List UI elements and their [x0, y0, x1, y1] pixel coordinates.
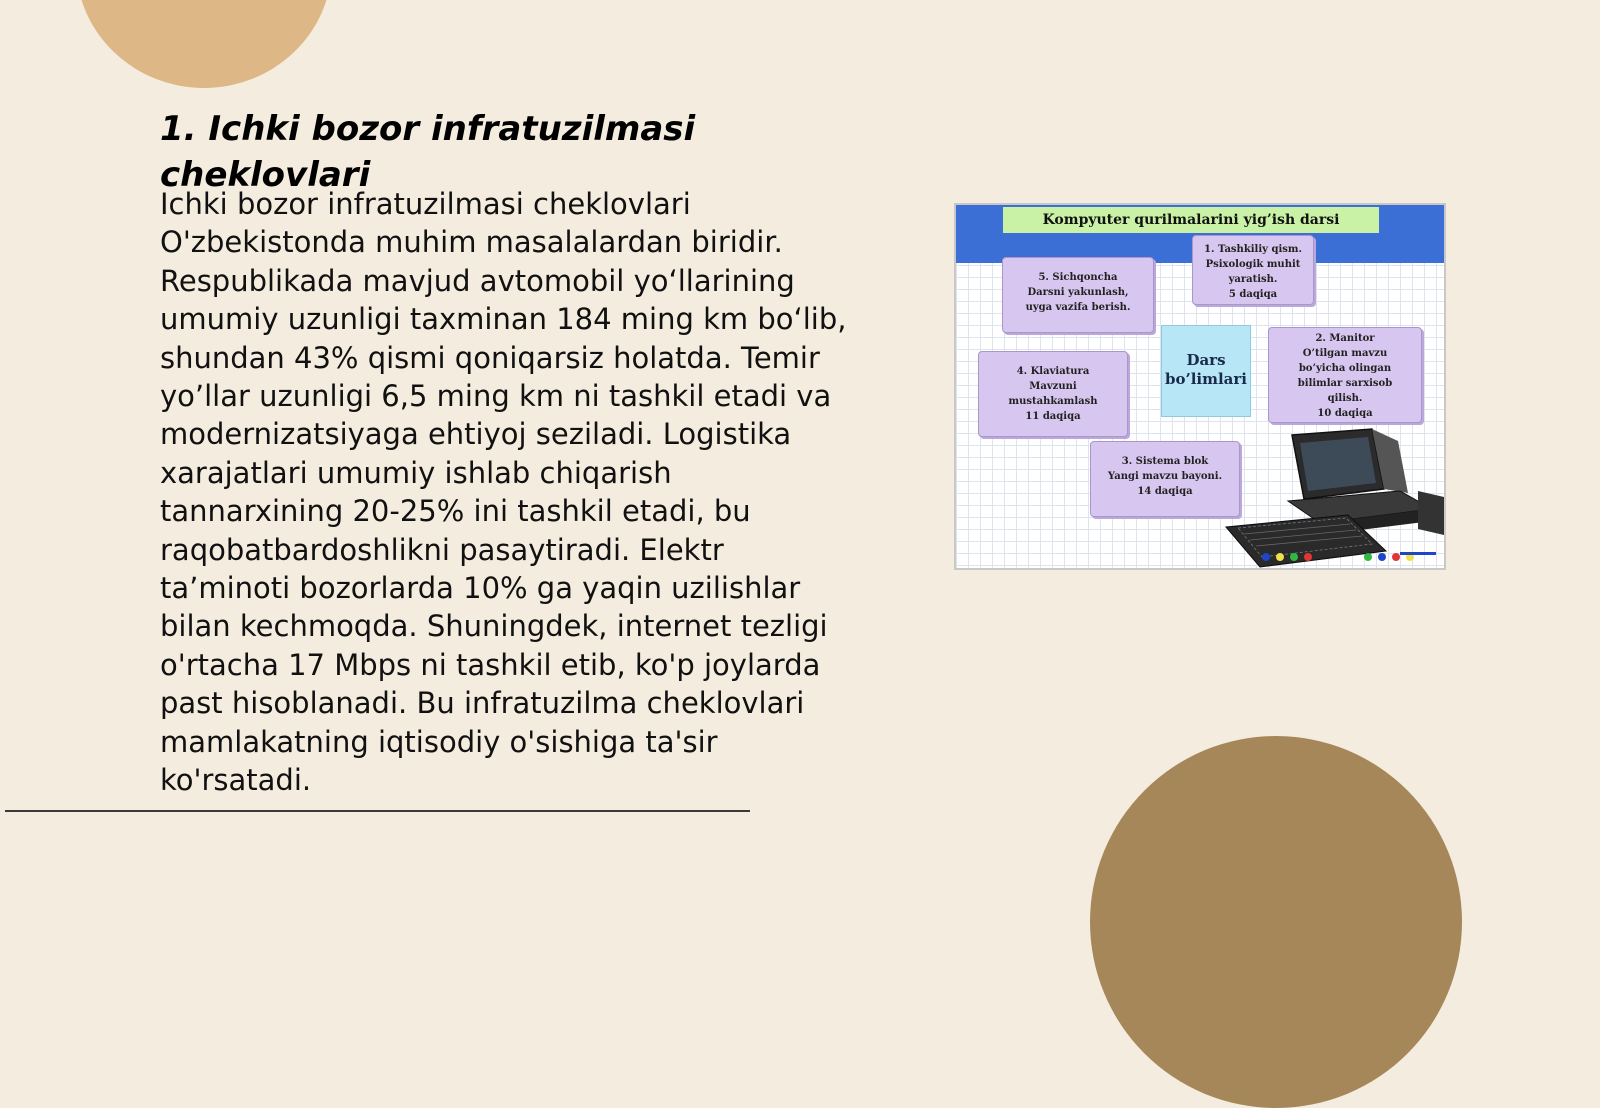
scroll-step-5-line: uyga vazifa berish. — [1025, 302, 1131, 313]
scroll-step-4-line: Mavzuni — [1029, 381, 1077, 392]
scroll-step-3-line: 3. Sistema blok — [1121, 456, 1209, 467]
scroll-step-1-line: 5 daqiqa — [1228, 289, 1278, 300]
scroll-step-3-line: Yangi mavzu bayoni. — [1107, 471, 1223, 482]
computer-icon — [1222, 427, 1446, 569]
scroll-step-3 — [1090, 441, 1240, 517]
scroll-step-2-line: qilish. — [1327, 393, 1363, 404]
scroll-step-4-line: 4. Klaviatura — [1016, 366, 1090, 377]
scroll-step-2-line: bo’yicha olingan — [1298, 363, 1392, 374]
scroll-step-2-line: 2. Manitor — [1315, 333, 1375, 344]
scroll-step-4-line: 11 daqiqa — [1025, 411, 1081, 422]
scroll-step-5-line: Darsni yakunlash, — [1027, 287, 1129, 298]
scroll-step-4 — [978, 351, 1128, 437]
scroll-step-5 — [1002, 257, 1154, 333]
scroll-step-1-line: Psixologik muhit — [1205, 259, 1301, 270]
lesson-parts-box — [1161, 325, 1251, 417]
scroll-step-2-line: bilimlar sarxisob — [1297, 378, 1393, 389]
lesson-diagram-image — [954, 203, 1446, 570]
scroll-step-1-line: yaratish. — [1228, 274, 1278, 285]
decorative-dots — [1260, 552, 1436, 562]
scroll-step-1 — [1192, 235, 1314, 305]
scroll-step-4-line: mustahkamlash — [1008, 396, 1098, 407]
decor-circle-top — [76, 0, 332, 88]
scroll-step-2-line: O’tilgan mavzu — [1302, 348, 1388, 359]
scroll-step-2 — [1268, 327, 1422, 423]
scroll-step-2-line: 10 daqiqa — [1317, 408, 1373, 419]
image-title: Kompyuter qurilmalarini yig’ish darsi — [1003, 207, 1379, 233]
slide-title: 1. Ichki bozor infratuzilmasi cheklovlari — [160, 109, 696, 195]
divider-line — [5, 810, 750, 812]
scroll-step-3-line: 14 daqiqa — [1137, 486, 1193, 497]
decor-circle-bottom — [1090, 736, 1462, 1108]
slide-body-text: Ichki bozor infratuzilmasi cheklovlari O'zbekistonda muhim masalalardan biridir. Respublikada mavjud avtomobil yo‘llarining umumiy uzunligi taxminan 184 ming km bo‘lib, shundan 43% qismi qoniqarsiz holatda. Temir yo’llar uzunligi 6,5 ming km ni tashkil etadi va modernizatsiyaga ehtiyoj seziladi. Logistika xarajatlari umumiy ishlab chiqarish tannarxining 20-25% ini tashkil etadi, bu raqobatbardoshlikni pasaytiradi. Elektr ta’minoti bozorlarda 10% ga yaqin uzilishlar bilan kechmoqda. Shuningdek, internet tezligi o'rtacha 17 Mbps ni tashkil etib, ko'p joylarda past hisoblanadi. Bu infratuzilma cheklovlari mamlakatning iqtisodiy o'sishiga ta'sir ko'rsatadi. — [160, 187, 847, 798]
lesson-parts-line: bo’limlari — [1164, 370, 1247, 388]
lesson-parts-line: Dars — [1186, 351, 1226, 369]
scroll-step-5-line: 5. Sichqoncha — [1038, 272, 1118, 283]
scroll-step-1-line: 1. Tashkiliy qism. — [1204, 244, 1302, 255]
